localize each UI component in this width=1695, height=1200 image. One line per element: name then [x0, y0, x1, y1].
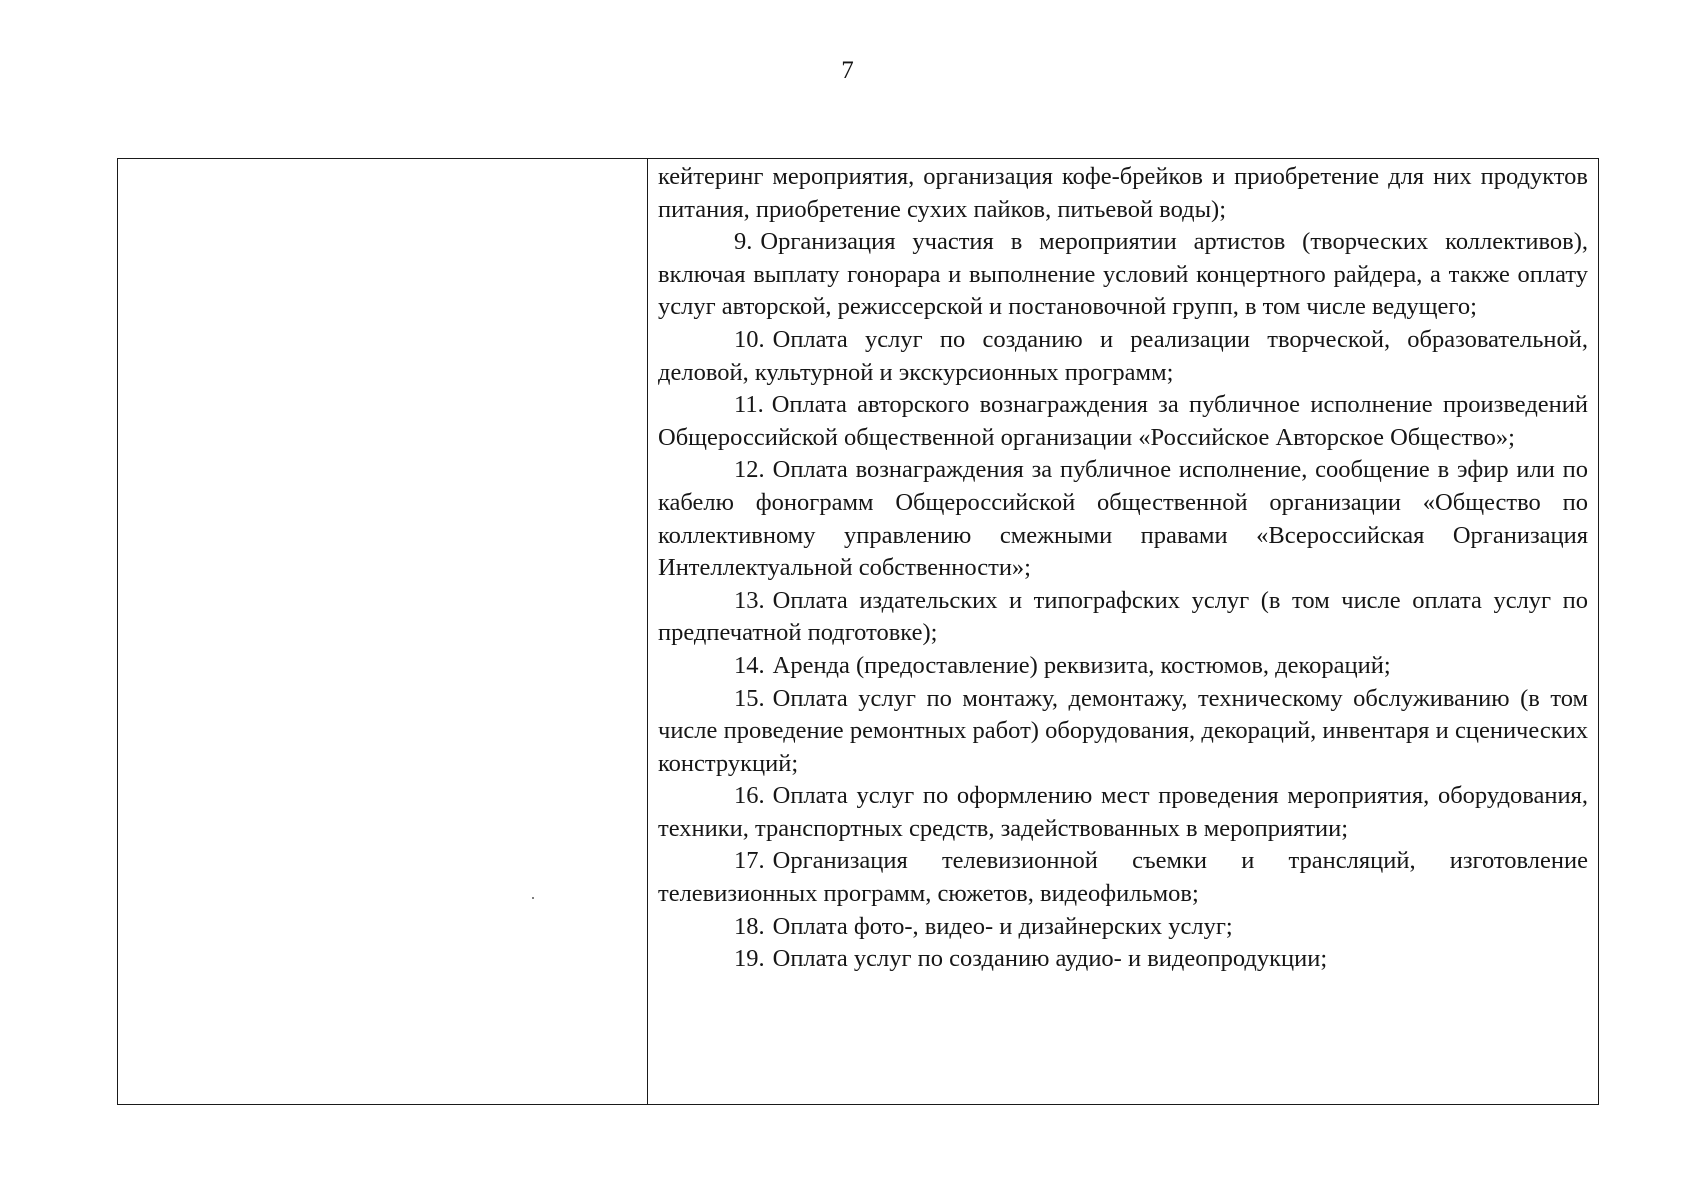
item-number: 11.	[734, 391, 764, 419]
item-text: Аренда (предоставление) реквизита, костюмов, декораций;	[772, 651, 1391, 679]
list-item-17	[658, 845, 1588, 910]
item-number: 10.	[734, 325, 765, 353]
list-item-10	[658, 324, 1588, 389]
scan-speck	[532, 897, 534, 899]
table-right-cell	[648, 159, 1598, 1104]
list-item-19	[658, 943, 1588, 976]
item-text: Оплата услуг по монтажу, демонтажу, техническому обслуживанию (в том числе проведение ремонтных работ) оборудования, декораций, инвентаря и сценических конструкций;	[658, 684, 1588, 777]
item-number: 13.	[734, 586, 765, 614]
list-item-9	[658, 226, 1588, 324]
item-number: 17.	[734, 847, 765, 875]
table-left-cell	[118, 159, 648, 1104]
item-number: 12.	[734, 456, 765, 484]
item-number: 15.	[734, 684, 765, 712]
item-text: Организация телевизионной съемки и трансляций, изготовление телевизионных программ, сюжетов, видеофильмов;	[658, 847, 1588, 908]
page-number: 7	[841, 57, 854, 84]
list-item-15	[658, 683, 1588, 781]
item-text: Оплата услуг по созданию аудио- и видеопродукции;	[772, 945, 1328, 973]
item-text: Оплата услуг по оформлению мест проведения мероприятия, оборудования, техники, транспортных средств, задействованных в мероприятии;	[658, 782, 1588, 842]
item-text: Оплата вознаграждения за публичное исполнение, сообщение в эфир или по кабелю фонограмм Общероссийской общественной организации «Общество по коллективному управлению смежными правами «Всероссийская Организация Интеллектуальной собственности»;	[658, 456, 1588, 582]
item-number: 14.	[734, 651, 765, 679]
list-item-11	[658, 389, 1588, 454]
item-number: 16.	[734, 782, 765, 810]
list-item-14	[658, 650, 1588, 683]
continuation-paragraph: кейтеринг мероприятия, организация кофе-брейков и приобретение для них продуктов питания, приобретение сухих пайков, питьевой воды);	[658, 163, 1588, 223]
item-number: 18.	[734, 912, 765, 940]
item-text: Оплата услуг по созданию и реализации творческой, образовательной, деловой, культурной и экскурсионных программ;	[658, 325, 1588, 386]
item-text: Организация участия в мероприятии артистов (творческих коллективов), включая выплату гонорара и выполнение условий концертного райдера, а также оплату услуг авторской, режиссерской и постановочной групп, в том числе ведущего;	[658, 228, 1588, 321]
item-number: 19.	[734, 945, 765, 973]
list-item-12	[658, 454, 1588, 584]
item-text: Оплата фото-, видео- и дизайнерских услуг;	[772, 912, 1233, 940]
list-item-13	[658, 585, 1588, 650]
item-text: Оплата авторского вознаграждения за публичное исполнение произведений Общероссийской общественной организации «Российское Авторское Общество»;	[658, 391, 1588, 451]
list-item-16	[658, 780, 1588, 845]
item-text: Оплата издательских и типографских услуг (в том числе оплата услуг по предпечатной подготовке);	[658, 586, 1588, 647]
item-number: 9.	[734, 228, 753, 256]
document-table	[117, 158, 1599, 1105]
list-item-18	[658, 911, 1588, 944]
